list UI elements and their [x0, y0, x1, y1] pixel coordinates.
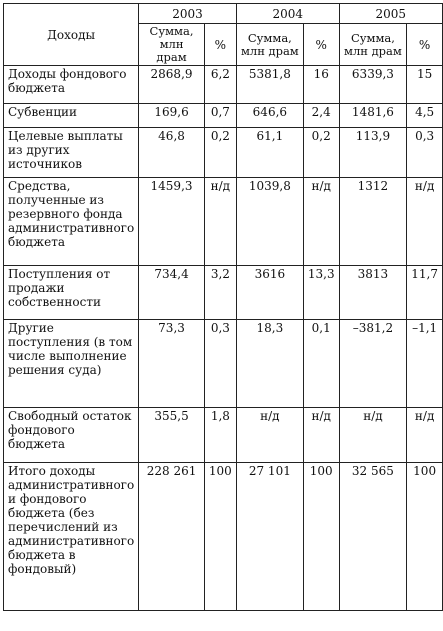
cell-sum-2003: 73,3: [139, 320, 205, 408]
header-sum-2003: Сумма, млн драм: [139, 24, 205, 66]
row-label: Другие поступления (в том числе выполнение решения суда): [4, 320, 139, 408]
cell-sum-2004: 18,3: [236, 320, 303, 408]
table-row: [4, 128, 443, 178]
header-pct-2004: %: [303, 24, 339, 66]
cell-pct-2003: 0,7: [204, 104, 236, 128]
revenue-table-container: [3, 3, 443, 611]
header-pct-2005: %: [407, 24, 443, 66]
cell-pct-2005: 15: [407, 66, 443, 104]
cell-sum-2004: 1039,8: [236, 178, 303, 266]
cell-sum-2005: н/д: [339, 408, 407, 463]
cell-sum-2003: 228 261: [139, 463, 205, 611]
cell-sum-2005: 3813: [339, 266, 407, 320]
cell-sum-2003: 1459,3: [139, 178, 205, 266]
row-label: Свободный остаток фондового бюджета: [4, 408, 139, 463]
cell-sum-2005: 1481,6: [339, 104, 407, 128]
cell-pct-2005: н/д: [407, 178, 443, 266]
cell-pct-2004: н/д: [303, 178, 339, 266]
cell-pct-2005: 100: [407, 463, 443, 611]
cell-pct-2005: н/д: [407, 408, 443, 463]
revenue-table: [3, 3, 443, 611]
cell-pct-2003: 100: [204, 463, 236, 611]
cell-sum-2005: 1312: [339, 178, 407, 266]
table-row-total: [4, 463, 443, 611]
cell-pct-2005: 4,5: [407, 104, 443, 128]
header-sum-2004: Сумма, млн драм: [236, 24, 303, 66]
cell-sum-2005: 113,9: [339, 128, 407, 178]
cell-sum-2003: 46,8: [139, 128, 205, 178]
cell-pct-2003: 0,3: [204, 320, 236, 408]
cell-sum-2004: 27 101: [236, 463, 303, 611]
cell-sum-2005: 32 565: [339, 463, 407, 611]
cell-sum-2005: 6339,3: [339, 66, 407, 104]
table-row: [4, 104, 443, 128]
cell-pct-2003: 0,2: [204, 128, 236, 178]
row-label: Целевые выплаты из других источников: [4, 128, 139, 178]
cell-sum-2003: 734,4: [139, 266, 205, 320]
row-label: Средства, полученные из резервного фонда административного бюджета: [4, 178, 139, 266]
cell-pct-2004: 0,2: [303, 128, 339, 178]
cell-pct-2005: –1,1: [407, 320, 443, 408]
cell-pct-2003: н/д: [204, 178, 236, 266]
cell-pct-2004: 13,3: [303, 266, 339, 320]
cell-pct-2003: 3,2: [204, 266, 236, 320]
cell-pct-2004: 0,1: [303, 320, 339, 408]
cell-pct-2005: 11,7: [407, 266, 443, 320]
table-row: [4, 66, 443, 104]
cell-sum-2004: 3616: [236, 266, 303, 320]
cell-sum-2003: 355,5: [139, 408, 205, 463]
cell-sum-2004: 5381,8: [236, 66, 303, 104]
cell-pct-2004: 2,4: [303, 104, 339, 128]
header-revenue-column: Доходы: [4, 4, 139, 66]
cell-sum-2004: н/д: [236, 408, 303, 463]
cell-pct-2004: н/д: [303, 408, 339, 463]
cell-pct-2004: 100: [303, 463, 339, 611]
table-row: [4, 266, 443, 320]
row-label: Доходы фондового бюджета: [4, 66, 139, 104]
table-row: [4, 320, 443, 408]
cell-pct-2004: 16: [303, 66, 339, 104]
cell-sum-2005: –381,2: [339, 320, 407, 408]
header-year-2003: 2003: [139, 4, 237, 24]
header-sum-2005: Сумма, млн драм: [339, 24, 407, 66]
cell-sum-2003: 169,6: [139, 104, 205, 128]
table-row: [4, 408, 443, 463]
cell-pct-2003: 1,8: [204, 408, 236, 463]
header-year-2005: 2005: [339, 4, 442, 24]
row-label: Субвенции: [4, 104, 139, 128]
cell-pct-2005: 0,3: [407, 128, 443, 178]
header-year-2004: 2004: [236, 4, 339, 24]
header-pct-2003: %: [204, 24, 236, 66]
cell-pct-2003: 6,2: [204, 66, 236, 104]
table-row: [4, 178, 443, 266]
cell-sum-2003: 2868,9: [139, 66, 205, 104]
cell-sum-2004: 61,1: [236, 128, 303, 178]
row-label: Поступления от продажи собственности: [4, 266, 139, 320]
header-row-years: [4, 4, 443, 24]
cell-sum-2004: 646,6: [236, 104, 303, 128]
row-label: Итого доходы административного и фондового бюджета (без перечислений из административного бюджета в фондовый): [4, 463, 139, 611]
